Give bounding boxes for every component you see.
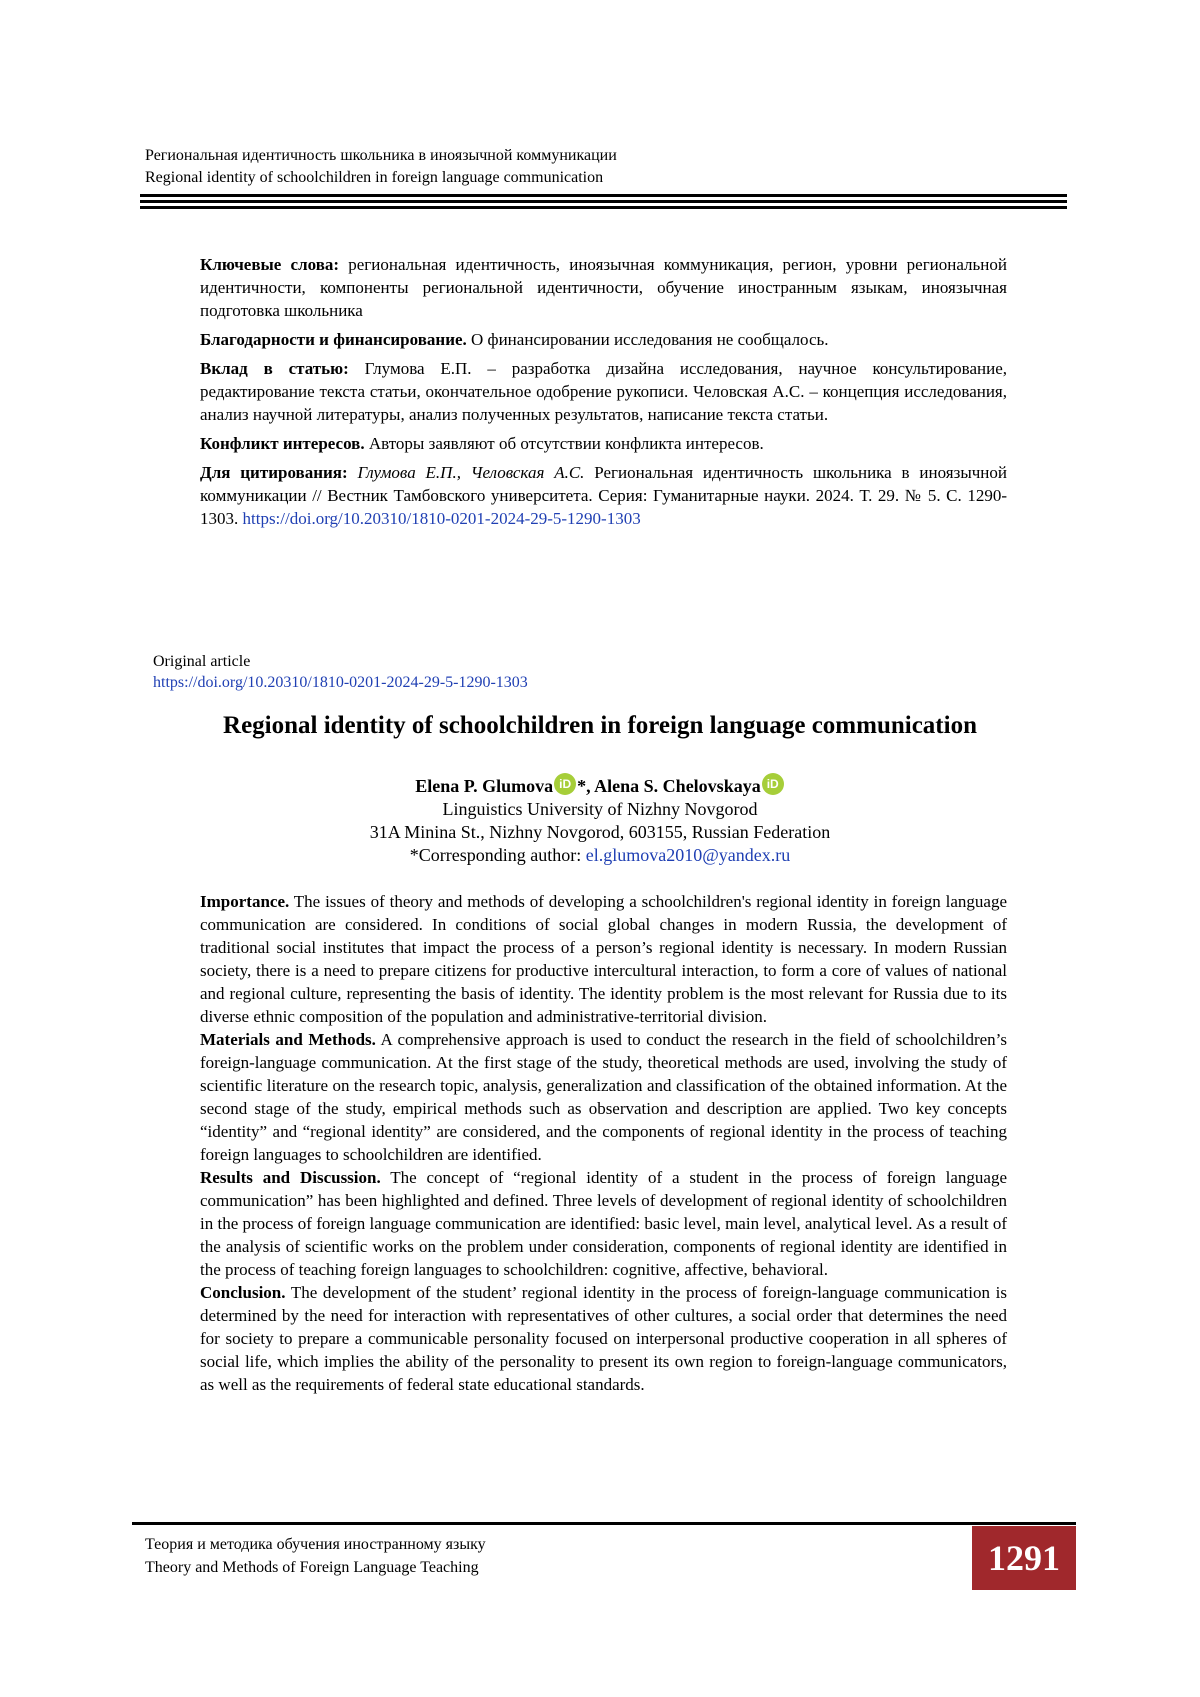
keywords-label: Ключевые слова: — [200, 255, 340, 274]
corresponding-author-line — [0, 844, 1200, 867]
author-2: Alena S. Chelovskaya — [594, 776, 761, 796]
contribution-label: Вклад в статью: — [200, 359, 349, 378]
methods-label: Materials and Methods. — [200, 1030, 376, 1049]
citation-paragraph — [200, 461, 1007, 530]
running-header-ru: Региональная идентичность школьника в иноязычной коммуникации — [145, 147, 617, 164]
conflict-paragraph — [200, 432, 1007, 455]
ru-metadata — [200, 253, 1007, 536]
results-label: Results and Discussion. — [200, 1168, 381, 1187]
funding-label: Благодарности и финансирование. — [200, 330, 467, 349]
contribution-text: Глумова Е.П. – разработка дизайна исследования, научное консультирование, редактирование текста статьи, окончательное одобрение рукописи. Человская А.С. – концепция исследования, анализ научной литературы, анализ полученных результатов, написание текста статьи. — [200, 359, 1008, 424]
header-rule-2 — [140, 200, 1067, 203]
results-text: The concept of “regional identity of a student in the process of foreign language communication” has been highlighted and defined. Three levels of development of regional identity of schoolchildren in the process of foreign language communication are identified: basic level, main level, analytical level. As a result of the analysis of scientific works on the problem under consideration, components of regional identity are identified in the process of teaching foreign languages to schoolchildren: cognitive, affective, behavioral. — [200, 1168, 1007, 1279]
citation-doi-link[interactable]: https://doi.org/10.20310/1810-0201-2024-29-5-1290-1303 — [242, 509, 641, 528]
article-type: Original article — [153, 653, 251, 670]
citation-text: Региональная идентичность школьника в иноязычной коммуникации // Вестник Тамбовского университета. Серия: Гуманитарные науки. 2024. Т. 29. № 5. С. 1290-1303. — [200, 463, 1007, 528]
conclusion-label: Conclusion. — [200, 1283, 286, 1302]
funding-paragraph — [200, 328, 1007, 351]
citation-label: Для цитирования: — [200, 463, 348, 482]
running-header-en: Regional identity of schoolchildren in foreign language communication — [145, 169, 604, 186]
footer-journal-en: Theory and Methods of Foreign Language Teaching — [145, 1559, 479, 1576]
citation-authors: Глумова Е.П., Человская А.С. — [347, 463, 585, 482]
page-number: 1291 — [972, 1526, 1076, 1590]
article-doi-link[interactable]: https://doi.org/10.20310/1810-0201-2024-29-5-1290-1303 — [153, 674, 528, 691]
funding-text: О финансировании исследования не сообщалось. — [466, 330, 829, 349]
importance-label: Importance. — [200, 892, 290, 911]
footer-rule — [132, 1522, 1076, 1525]
contribution-paragraph — [200, 357, 1007, 426]
author-1: Elena P. Glumova — [415, 776, 554, 796]
methods-text: A comprehensive approach is used to conduct the research in the field of schoolchildren’s foreign-language communication. At the first stage of the study, theoretical methods are used, involving the study of scientific literature on the research topic, analysis, generalization and classification of the obtained information. At the second stage of the study, empirical methods such as observation and description are applied. Two key concepts “identity” and “regional identity” are considered, and the components of regional identity in the process of teaching foreign languages to schoolchildren are identified. — [200, 1030, 1007, 1164]
importance-text: The issues of theory and methods of developing a schoolchildren's regional identity in foreign language communication are considered. In conditions of social global changes in modern Russia, the development of traditional social institutes that impact the process of a person’s regional identity is necessary. In modern Russian society, there is a need to prepare citizens for productive intercultural interaction, to form a core of values of national and regional culture, representing the basis of identity. The identity problem is the most relevant for Russia due to its diverse ethnic composition of the population and administrative-territorial division. — [200, 892, 1007, 1026]
address: 31A Minina St., Nizhny Novgorod, 603155, Russian Federation — [369, 822, 831, 842]
conclusion-paragraph — [200, 1281, 1007, 1396]
orcid-icon[interactable]: iD — [554, 773, 576, 795]
corresponding-email-link[interactable]: el.glumova2010@yandex.ru — [585, 845, 791, 865]
methods-paragraph — [200, 1028, 1007, 1166]
conflict-text: Авторы заявляют об отсутствии конфликта интересов. — [364, 434, 764, 453]
orcid-icon[interactable]: iD — [762, 773, 784, 795]
authors-line — [0, 773, 1200, 798]
header-rule-1 — [140, 194, 1067, 197]
keywords-text: региональная идентичность, иноязычная коммуникация, регион, уровни региональной идентичности, компоненты региональной идентичности, обучение иностранным языкам, иноязычная подготовка школьника — [200, 255, 1007, 320]
corresponding-label: *Corresponding author: — [409, 845, 586, 865]
affiliation: Linguistics University of Nizhny Novgorod — [442, 799, 758, 819]
conflict-label: Конфликт интересов. — [200, 434, 365, 453]
results-paragraph — [200, 1166, 1007, 1281]
article-title: Regional identity of schoolchildren in foreign language communication — [223, 712, 977, 739]
footer-journal-ru: Теория и методика обучения иностранному языку — [145, 1536, 486, 1553]
keywords-paragraph — [200, 253, 1007, 322]
abstract — [200, 890, 1007, 1396]
header-rule-3 — [140, 206, 1067, 209]
author-separator: *, — [577, 776, 595, 796]
importance-paragraph — [200, 890, 1007, 1028]
conclusion-text: The development of the student’ regional identity in the process of foreign-language communication is determined by the need for interaction with representatives of other cultures, a social order that determines the need for society to prepare a communicable personality focused on interpersonal productive cooperation in all spheres of social life, which implies the ability of the personality to present its own region to foreign-language communicators, as well as the requirements of federal state educational standards. — [200, 1283, 1007, 1394]
